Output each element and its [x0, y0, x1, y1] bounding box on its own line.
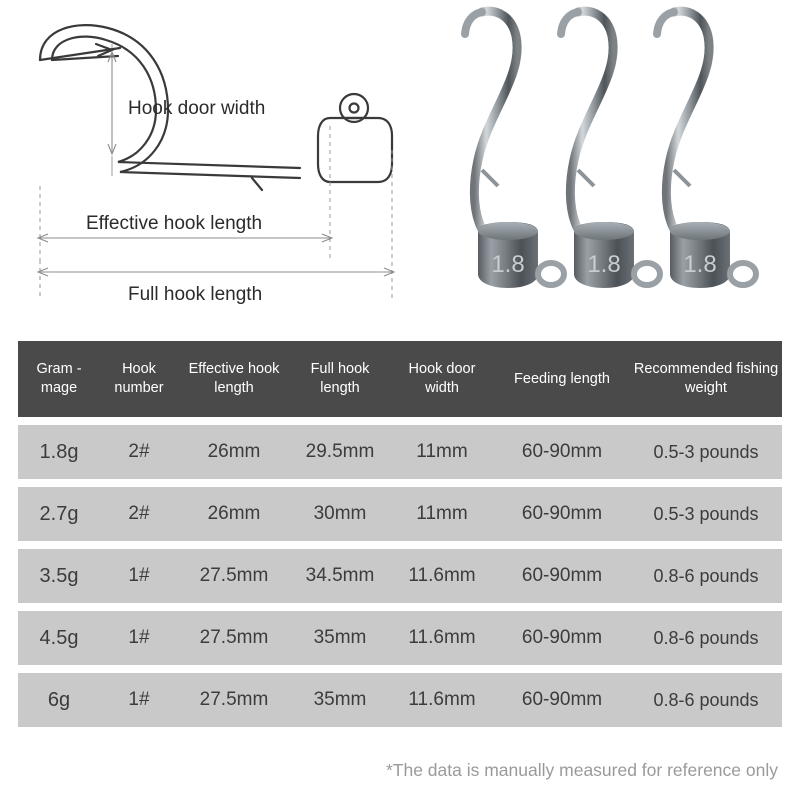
cell-full-hook-length: 34.5mm: [290, 549, 390, 603]
cell-recommended-fishing-weight: 0.5-3 pounds: [630, 487, 782, 541]
header-grammage-line1: Gram -mage: [36, 361, 82, 396]
jig-head-product-photo: [420, 0, 800, 330]
cell-feeding-length: 60-90mm: [494, 425, 630, 479]
spec-table-container: [18, 333, 782, 735]
header-full-hook-length: [290, 341, 390, 417]
header-effective-hook-length: [178, 341, 290, 417]
table-row: [18, 611, 782, 665]
cell-hook-door-width: 11mm: [390, 487, 494, 541]
cell-grammage: 3.5g: [18, 549, 100, 603]
spec-table-body: [18, 425, 782, 727]
cell-effective-hook-length: 26mm: [178, 425, 290, 479]
cell-grammage: 6g: [18, 673, 100, 727]
footnote-text: *The data is manually measured for reference only: [385, 760, 778, 780]
illustration-area: [0, 0, 800, 330]
table-row: [18, 425, 782, 479]
cell-feeding-length: 60-90mm: [494, 673, 630, 727]
cell-effective-hook-length: 27.5mm: [178, 611, 290, 665]
cell-effective-hook-length: 26mm: [178, 487, 290, 541]
cell-effective-hook-length: 27.5mm: [178, 549, 290, 603]
header-hook-door-width-line1: Hook door width: [408, 361, 476, 396]
cell-feeding-length: 60-90mm: [494, 611, 630, 665]
header-row: [18, 341, 782, 417]
header-full-hook-length-line1: Full hook length: [310, 361, 370, 396]
cell-recommended-fishing-weight: 0.8-6 pounds: [630, 549, 782, 603]
cell-full-hook-length: 30mm: [290, 487, 390, 541]
label-hook-door-width: Hook door width: [128, 98, 266, 119]
cell-hook-number: 2#: [100, 425, 178, 479]
table-row: [18, 549, 782, 603]
cell-hook-door-width: 11mm: [390, 425, 494, 479]
jig-weight-mark-3: 1.8: [683, 251, 717, 278]
cell-grammage: 2.7g: [18, 487, 100, 541]
header-recommended-fishing-weight-line1: Recommended fishing weight: [633, 361, 779, 396]
hook-dimension-diagram: [0, 0, 420, 330]
header-feeding-length-line1: Feeding length: [514, 370, 610, 387]
cell-recommended-fishing-weight: 0.8-6 pounds: [630, 673, 782, 727]
table-row: [18, 487, 782, 541]
cell-feeding-length: 60-90mm: [494, 487, 630, 541]
cell-grammage: 1.8g: [18, 425, 100, 479]
cell-hook-door-width: 11.6mm: [390, 673, 494, 727]
cell-hook-number: 1#: [100, 673, 178, 727]
cell-full-hook-length: 29.5mm: [290, 425, 390, 479]
label-effective-hook-length: Effective hook length: [86, 213, 263, 234]
cell-hook-number: 1#: [100, 611, 178, 665]
cell-full-hook-length: 35mm: [290, 673, 390, 727]
cell-hook-door-width: 11.6mm: [390, 611, 494, 665]
jig-weight-mark-2: 1.8: [587, 251, 621, 278]
header-effective-hook-length-line1: Effective hook length: [188, 361, 280, 396]
header-hook-number-line1: Hook number: [114, 361, 164, 396]
header-recommended-fishing-weight: [630, 341, 782, 417]
header-hook-door-width: [390, 341, 494, 417]
cell-feeding-length: 60-90mm: [494, 549, 630, 603]
cell-hook-number: 1#: [100, 549, 178, 603]
cell-hook-door-width: 11.6mm: [390, 549, 494, 603]
header-grammage: [18, 341, 100, 417]
cell-full-hook-length: 35mm: [290, 611, 390, 665]
header-hook-number: [100, 341, 178, 417]
table-row: [18, 673, 782, 727]
cell-hook-number: 2#: [100, 487, 178, 541]
header-feeding-length: [494, 341, 630, 417]
cell-recommended-fishing-weight: 0.5-3 pounds: [630, 425, 782, 479]
label-full-hook-length: Full hook length: [128, 284, 263, 305]
spec-table-head: [18, 341, 782, 417]
spec-table: [18, 333, 782, 735]
cell-grammage: 4.5g: [18, 611, 100, 665]
cell-recommended-fishing-weight: 0.8-6 pounds: [630, 611, 782, 665]
jig-weight-mark-1: 1.8: [491, 251, 525, 278]
cell-effective-hook-length: 27.5mm: [178, 673, 290, 727]
